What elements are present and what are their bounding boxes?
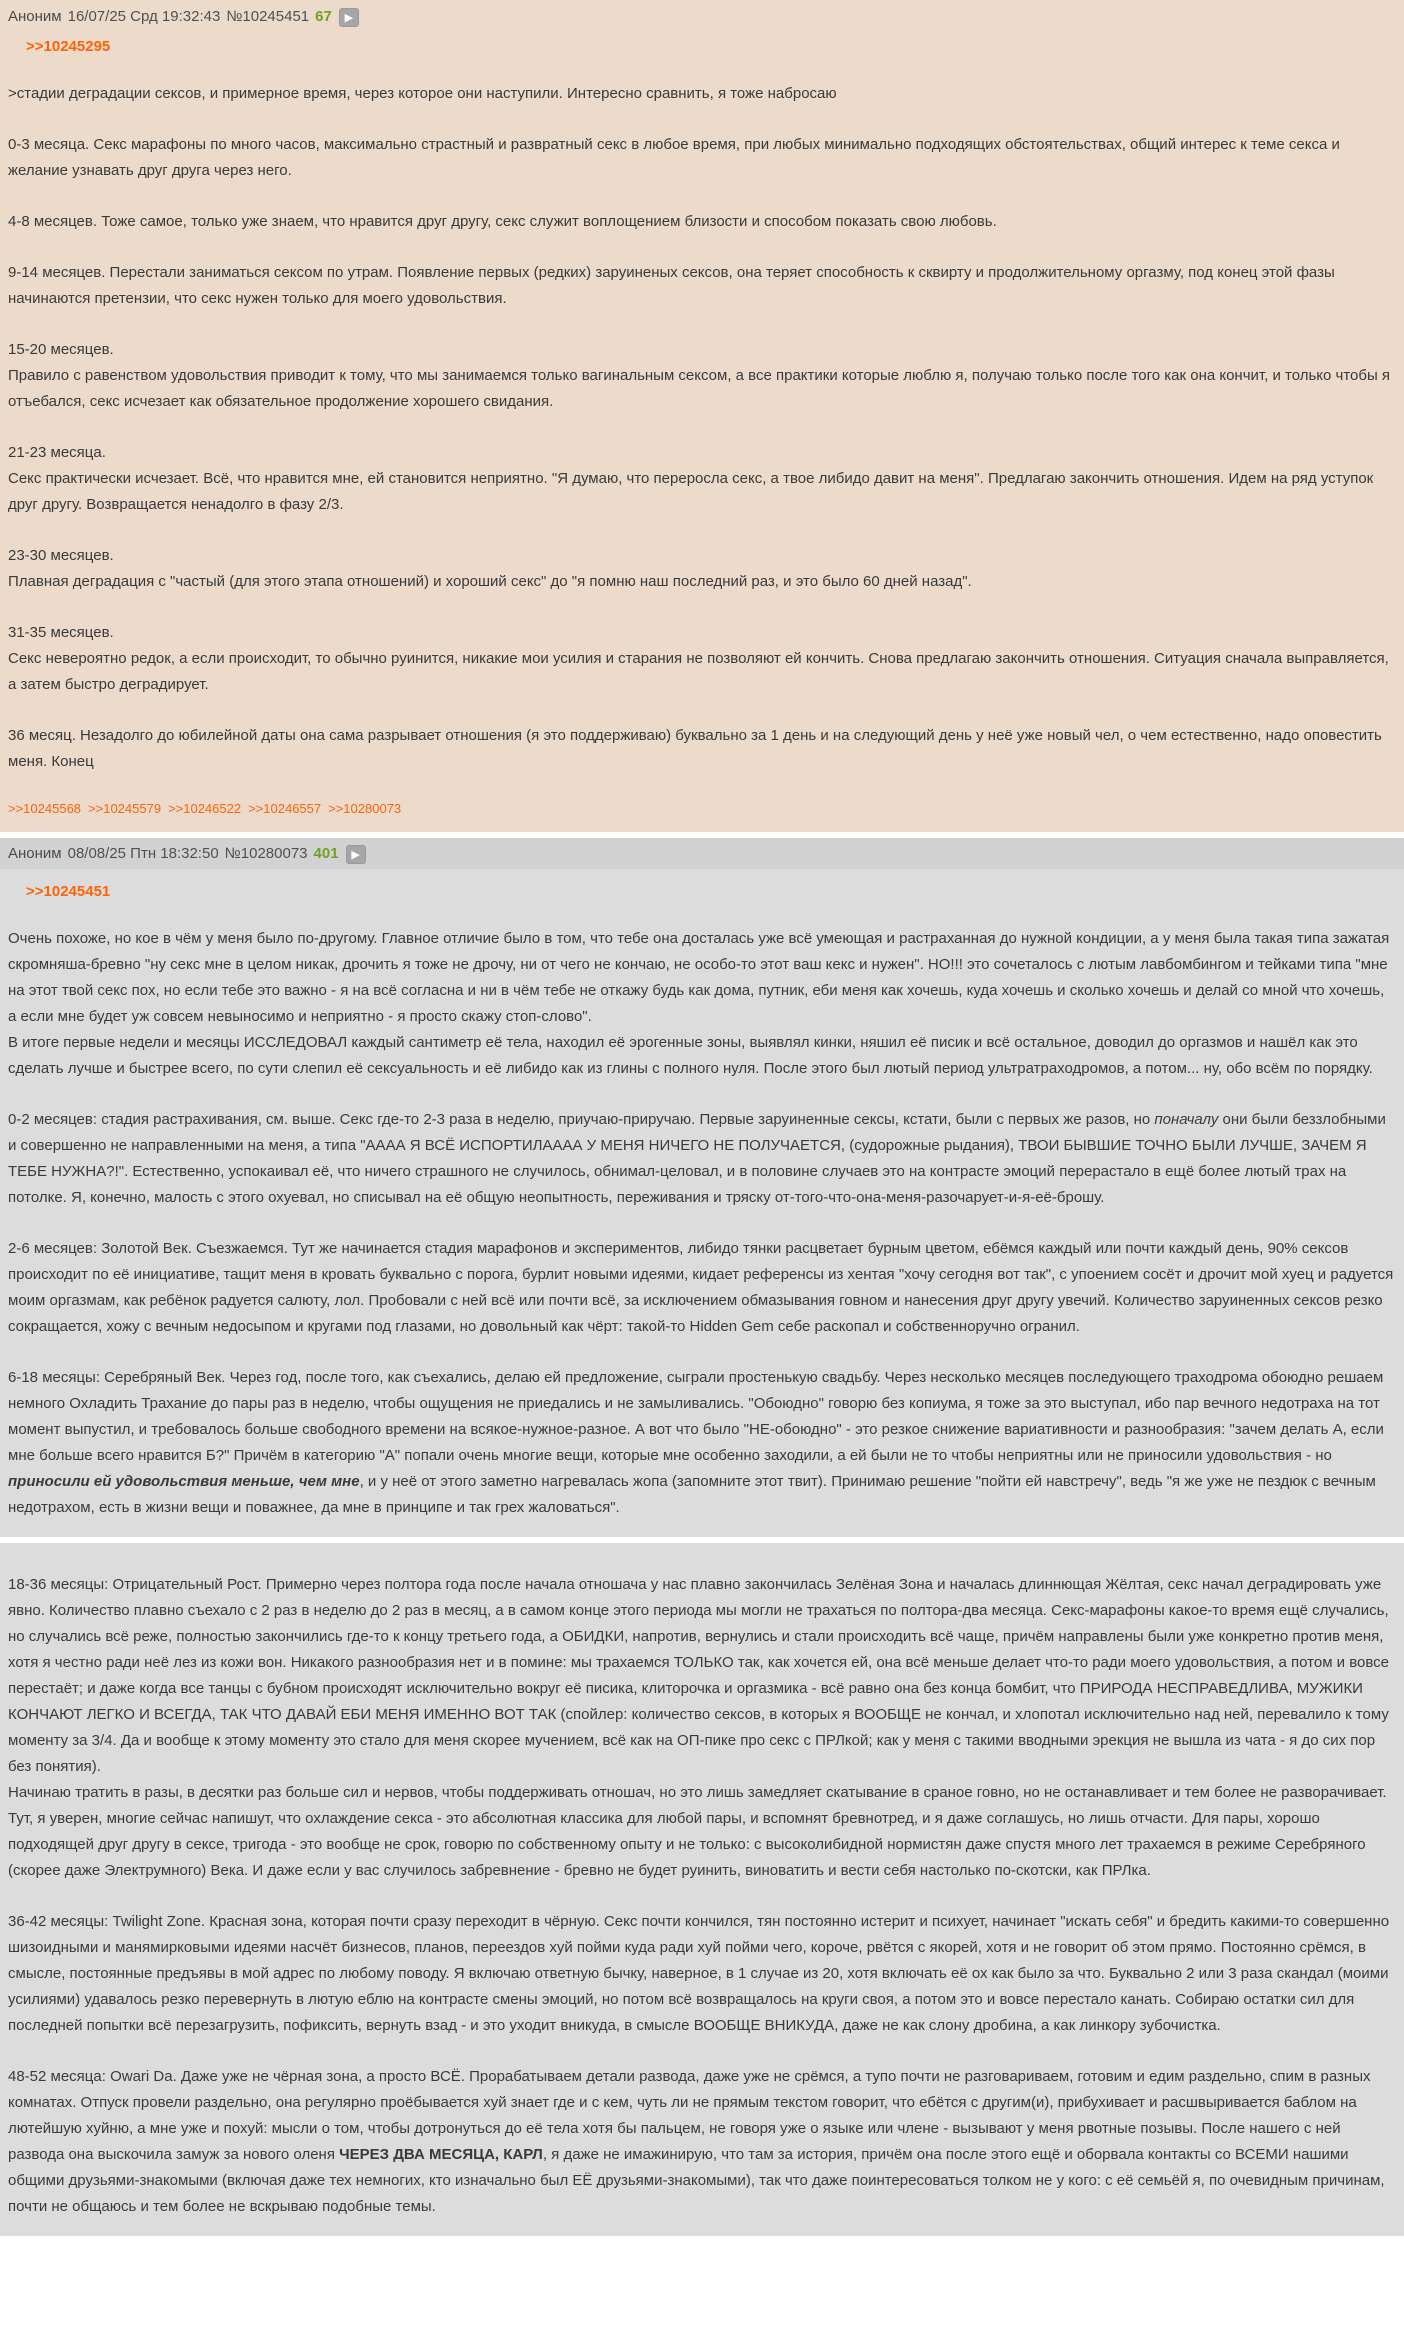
paragraph-text: , и у неё от этого заметно нагревалась жопа (запомните этот твит). Принимаю решение "пойти ей навстречу", ведь "я же уже не пездюк с вечным недотрахом, есть в жизни вещи и поважнее, да мне в принципе и так грех жаловаться".: [8, 1473, 1376, 1516]
paragraph-text: , я даже не имажинирую, что там за история, причём она после этого ещё и оборвала контакты со ВСЕМИ нашими общими друзьями-знакомыми (включая даже тех немногих, кто изначально был ЕЁ друзьями-знакомыми), так что даже поинтересоваться толком не у кого: с её семьёй я, по очевидным причинам, почти не общаюсь и тем более не вскрываю подобные темы.: [8, 2146, 1385, 2215]
post-paragraph: [8, 1107, 1396, 1211]
paragraph-heading: 15-20 месяцев.: [8, 341, 114, 358]
paragraph-text: Очень похоже, но кое в чём у меня было по-другому. Главное отличие было в том, что тебе она досталась уже всё умеющая и растраханная до нужной кондиции, а у меня была такая типа зажатая скромняша-бревно "ну секс мне в целом никак, дрочить я тоже не дрочу, ни от чего не кончаю, не особо-то этот ваш кекс и нужен". НО!!! это сочеталось с лютым лавбомбингом и тейками типа "мне на этот твой секс пох, но если тебе это важно - я на всё согласна и ни в чём тебе не откажу будь как дома, путник, еби меня как хочешь, куда хочешь и сколько хочешь и делай со мной что хочешь, а если мне будет уж совсем невыносимо и неприятно - я просто скажу стоп-слово".: [8, 930, 1390, 1025]
reply-backlink[interactable]: >>10246522: [168, 801, 242, 816]
post-paragraph: 4-8 месяцев. Тоже самое, только уже знаем, что нравится друг другу, секс служит воплощением близости и способом показать свою любовь.: [8, 213, 997, 230]
reply-link[interactable]: >>10245295: [26, 38, 111, 55]
post-number-link[interactable]: №10245451: [226, 8, 310, 25]
paragraph-text: Начинаю тратить в разы, в десятки раз больше сил и нервов, чтобы поддерживать отношач, но это лишь замедляет скатывание в сраное говно, но не останавливает и тем более не разворачивает.: [8, 1784, 1387, 1801]
post-paragraph: 36-42 месяцы: Twilight Zone. Красная зона, которая почти сразу переходит в чёрную. Секс почти кончился, тян постоянно истерит и психует, начинает "искать себя" и бредить какими-то совершенно шизоидными и манямирковыми идеями насчёт бизнесов, планов, переездов хуй пойми куда ради хуй пойми чего, короче, рвётся с якорей, хотя и не говорит об этом прямо. Постоянно срёмся, в смысле, постоянные предъявы в мой адрес по любому поводу. Я включаю ответную бычку, наверное, в 1 случае из 20, хотя включать её ох как было за что. Буквально 2 или 3 раза скандал (моими усилиями) удавалось резко перевернуть в лютую еблю на контрасте смены эмоций, но потом всё возвращалось на круги своя, а потом это и вовсе перестало канать. Собираю остатки сил для последней попытки всё перезагрузить, пофиксить, вернуть взад - и это уходит вникуда, в смысле ВООБЩЕ ВНИКУДА, даже не как слону дробина, а как линкору зубочистка.: [8, 1913, 1390, 2034]
post-body-block-2: [0, 1543, 1404, 2236]
post-paragraph: 9-14 месяцев. Перестали заниматься сексом по утрам. Появление первых (редких) заруиненых сексов, она теряет способность к сквирту и продолжительному оргазму, под конец этой фазы начинаются претензии, что секс нужен только для моего удовольствия.: [8, 264, 1335, 307]
play-icon: ▶: [344, 11, 354, 24]
post-datetime: 08/08/25 Птн 18:32:50: [67, 845, 219, 862]
greentext-quote: >стадии деградации сексов, и примерное время, через которое они наступили. Интересно сравнить, я тоже набросаю: [8, 85, 837, 102]
paragraph-text: 18-36 месяцы: Отрицательный Рост. Примерно через полтора года после начала отношача у нас плавно закончилась Зелёная Зона и началась длиннющая Жёлтая, секс начал деградировать уже явно. Количество плавно съехало с 2 раз в неделю до 2 раз в месяц, а в самом конце этого периода мы могли не трахаться по полтора-два месяца. Секс-марафоны какое-то время ещё случались, но случались всё реже, полностью закончились где-то к концу третьего года, а ОБИДКИ, напротив, вернулись и стали происходить всё чаще, причём направлены были уже конкретно против меня, хотя я честно ради неё лез из кожи вон. Никакого разнообразия нет и в помине: мы трахаемся ТОЛЬКО так, как хочется ей, она всё меньше делает что-то ради моего удовольствия, а потом и вовсе перестаёт; и даже когда все танцы с бубном происходят исключительно вокруг её писика, клиторочка и оргазмика - всё равно она без конца бомбит, что ПРИРОДА НЕСПРАВЕДЛИВА, МУЖИКИ КОНЧАЮТ ЛЕГКО И ВСЕГДА, ТАК ЧТО ДАВАЙ ЕБИ МЕНЯ ИМЕННО ВОТ ТАК (спойлер: количество сексов, в которых я ВООБЩЕ не кончал, и хлопотал исключительно над ней, перевалило к тому моменту за 3/4. Да и вообще к этому моменту это стало для меня скорее мучением, всё как на ОП-пике про секс с ПРЛкой; как у меня с такими вводными эрекция не вышла из чата - я до сих пор без понятия).: [8, 1576, 1390, 1775]
paragraph-text: 0-2 месяцев: стадия растрахивания, см. выше. Секс где-то 2-3 раза в неделю, приучаю-приручаю. Первые заруиненные сексы, кстати, были с первых же разов, но: [8, 1111, 1155, 1128]
reply-backlink[interactable]: >>10280073: [328, 801, 402, 816]
paragraph-heading: 31-35 месяцев.: [8, 624, 114, 641]
post-paragraph: 0-3 месяца. Секс марафоны по много часов, максимально страстный и развратный секс в любое время, при любых минимально подходящих обстоятельствах, общий интерес к теме секса и желание узнавать друг друга через него.: [8, 136, 1340, 179]
post-header: [0, 838, 1404, 869]
post-body: [8, 28, 1396, 818]
bold-italic-text: приносили ей удовольствия меньше, чем мне: [8, 1473, 360, 1490]
paragraph-text: они были беззлобными и совершенно не направленными на меня, а типа "АААА Я ВСЁ ИСПОРТИЛАААА У МЕНЯ НИЧЕГО НЕ ПОЛУЧАЕТСЯ, (судорожные рыдания), ТВОИ БЫВШИЕ ТОЧНО БЫЛИ ЛУЧШЕ, ЗАЧЕМ Я ТЕБЕ НУЖНА?!". Естественно, успокаивал её, что ничего страшного не случилось, обнимал-целовал, и в половине случаев это на контрасте эмоций перерастало в ещё более лютый трах на потолке. Я, конечно, малость с этого охуевал, но списывал на её общую неопытность, переживания и тряску от-того-что-она-меня-разочарует-и-я-её-брошу.: [8, 1111, 1386, 1206]
goto-post-button[interactable]: [339, 8, 359, 27]
paragraph-text: В итоге первые недели и месяцы ИССЛЕДОВАЛ каждый сантиметр её тела, находил её эрогенные зоны, выявлял кинки, няшил её писик и всё остальное, доводил до оргазмов и нашёл как это сделать лучше и быстрее всего, по сути слепил её сексуальность и её либидо как из глины с полного нуля. После этого был лютый период ультратраходромов, а потом... ну, обо всём по порядку.: [8, 1034, 1373, 1077]
paragraph-text: Тут, я уверен, многие сейчас напишут, что охлаждение секса - это абсолютная классика для любой пары, и вспомнят бревнотред, и я даже соглашусь, но лишь отчасти. Для пары, хорошо подходящей друг другу в сексе, тригода - это вообще не срок, говорю по собственному опыту и не только: с высоколибидной нормистян даже спустя много лет трахаемся в режиме Серебряного (скорее даже Электрумного) Века. И даже если у вас случилось забревнение - бревно не будет руинить, виноватить и вести себя настолько по-скотски, как ПРЛка.: [8, 1810, 1366, 1879]
paragraph-text: Секс невероятно редок, а если происходит, то обычно руинится, никакие мои усилия и старания не позволяют ей кончить. Снова предлагаю закончить отношения. Ситуация сначала выправляется, а затем быстро деградирует.: [8, 650, 1389, 693]
poster-name: Аноним: [8, 845, 62, 862]
poster-name: Аноним: [8, 8, 62, 25]
paragraph-text: 6-18 месяцы: Серебряный Век. Через год, после того, как съехались, делаю ей предложение, сыграли простенькую свадьбу. Через несколько месяцев последующего траходрома обоюдно решаем немного Охладить Трахание до пары раз в неделю, чтобы ощущения не приедались и не замыливались. "Обоюдно" говорю без копиума, я тоже за это выступал, ибо пар вечного недотраха на тот момент выпустил, и требовалось больше свободного времени на всякое-нужное-разное. А вот что было "НЕ-обоюдно" - это резкое снижение вариативности и разнообразия: "зачем делать А, если мне больше всего нравится Б?" Причём в категорию "А" попали очень многие вещи, которые мне особенно заходили, а ей были не то чтобы неприятны или не приносили удовольствия - но: [8, 1369, 1384, 1464]
italic-text: поначалу: [1154, 1111, 1219, 1128]
post-number-link[interactable]: №10280073: [224, 845, 308, 862]
post-paragraph: [8, 1365, 1396, 1521]
paragraph-text: Плавная деградация с "частый (для этого этапа отношений) и хороший секс" до "я помню наш последний раз, и это было 60 дней назад".: [8, 573, 972, 590]
reply-backlink[interactable]: >>10245568: [8, 801, 82, 816]
replies-row: [8, 800, 1396, 818]
post-paragraph: [8, 543, 1396, 595]
goto-post-button[interactable]: [346, 845, 366, 864]
post-paragraph: 2-6 месяцев: Золотой Век. Съезжаемся. Тут же начинается стадия марафонов и экспериментов, либидо тянки расцветает бурным цветом, ебёмся каждый или почти каждый день, 90% сексов происходит по её инициативе, тащит меня в кровать буквально с порога, бурлит новыми идеями, кидает референсы из хентая "хочу сегодня вот так", с упоением сосёт и дрочит мой хуец и радуется моим оргазмам, как ребёнок радуется салюту, лол. Пробовали с ней всё или почти всё, за исключением обмазывания говном и нанесения друг другу увечий. Количество заруиненных сексов резко сокращается, хожу с вечным недосыпом и кругами под глазами, но довольный как чёрт: такой-то Hidden Gem себе раскопал и собственноручно огранил.: [8, 1240, 1394, 1335]
post-paragraph: [8, 1572, 1396, 1884]
post-paragraph: [8, 926, 1396, 1082]
post-10280073: [0, 838, 1404, 2236]
paragraph-heading: 23-30 месяцев.: [8, 547, 114, 564]
reply-link[interactable]: >>10245451: [26, 883, 111, 900]
bold-text: ЧЕРЕЗ ДВА МЕСЯЦА, КАРЛ: [339, 2146, 543, 2163]
reply-backlink[interactable]: >>10246557: [248, 801, 322, 816]
post-paragraph: [8, 337, 1396, 415]
play-icon: ▶: [351, 848, 360, 861]
replies-count-badge: 401: [313, 845, 339, 862]
post-body-block-1: [0, 869, 1404, 1537]
replies-count-badge: 67: [315, 8, 332, 25]
post-paragraph: [8, 2064, 1396, 2220]
post-paragraph: [8, 440, 1396, 518]
post-header: [8, 6, 1396, 28]
paragraph-text: Секс практически исчезает. Всё, что нравится мне, ей становится неприятно. "Я думаю, что переросла секс, а твое либидо давит на меня". Предлагаю закончить отношения. Идем на ряд уступок друг другу. Возвращается ненадолго в фазу 2/3.: [8, 470, 1374, 513]
post-datetime: 16/07/25 Срд 19:32:43: [67, 8, 221, 25]
post-paragraph: [8, 620, 1396, 698]
post-10245451: [0, 0, 1404, 832]
reply-backlink[interactable]: >>10245579: [88, 801, 162, 816]
paragraph-text: Правило с равенством удовольствия приводит к тому, что мы занимаемся только вагинальным сексом, а все практики которые люблю я, получаю только после того как она кончит, и только чтобы я отъебался, секс исчезает как обязательное продолжение хорошего свидания.: [8, 367, 1391, 410]
paragraph-text: 48-52 месяца: Owari Da. Даже уже не чёрная зона, а просто ВСЁ. Прорабатываем детали развода, даже уже не срёмся, а тупо почти не разговариваем, готовим и едим раздельно, спим в разных комнатах. Отпуск провели раздельно, она регулярно проёбывается хуй знает где и с кем, чуть ли не прямым текстом говорит, что ебётся с другим(и), прибухивает и расшвыривается баблом на лютейшую хуйню, а мне уже и похуй: мысли о том, чтобы дотронуться до её тела хотя бы пальцем, не говоря уже о языке или члене - вызывают у меня рвотные позывы. После нашего с ней развода она выскочила замуж за нового оленя: [8, 2068, 1371, 2163]
paragraph-heading: 21-23 месяца.: [8, 444, 106, 461]
post-paragraph: 36 месяц. Незадолго до юбилейной даты она сама разрывает отношения (я это поддерживаю) буквально за 1 день и на следующий день у неё уже новый чел, о чем естественно, надо оповестить меня. Конец: [8, 727, 1382, 770]
